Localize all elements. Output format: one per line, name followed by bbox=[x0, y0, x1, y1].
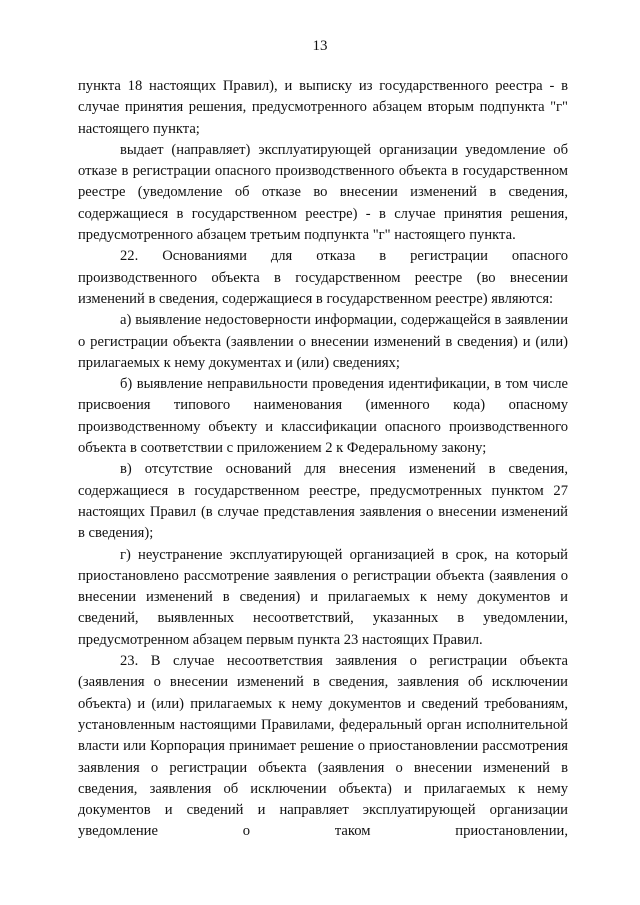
paragraph-item-22v: в) отсутствие оснований для внесения изменений в сведения, содержащиеся в государственном реестре, предусмотренных пунктом 27 настоящих Правил (в случае представления заявления о внесении изменений в сведения); bbox=[78, 461, 568, 542]
paragraph-refusal-notice: выдает (направляет) эксплуатирующей организации уведомление об отказе в регистрации опасного производственного объекта в государственном реестре (уведомление об отказе во внесении изменений в сведения, содержащиеся в государственном реестре) - в случае принятия решения, предусмотренного абзацем третьим подпункта "г" настоящего пункта. bbox=[78, 141, 568, 244]
document-body bbox=[78, 76, 568, 843]
paragraph-item-22b: б) выявление неправильности проведения идентификации, в том числе присвоения типового наименования (именного кода) опасному производственному объекту и классификации опасного производственного объекта в соответствии с приложением 2 к Федеральному закону; bbox=[78, 376, 568, 457]
paragraph-item-22: 22. Основаниями для отказа в регистрации опасного производственного объекта в государственном реестре (во внесении изменений в сведения, содержащиеся в государственном реестре) являются: bbox=[78, 248, 568, 307]
paragraph-item-22g: г) неустранение эксплуатирующей организацией в срок, на который приостановлено рассмотрение заявления о регистрации объекта (заявления о внесении изменений в сведения) и прилагаемых к нему документов и сведений, выявленных несоответствий, указанных в уведомлении, предусмотренном абзацем первым пункта 23 настоящих Правил. bbox=[78, 546, 568, 648]
page-number: 13 bbox=[312, 38, 328, 54]
paragraph-item-22a: а) выявление недостоверности информации, содержащейся в заявлении о регистрации объекта (заявлении о внесении изменений в сведения) и (или) прилагаемых к нему документах и (или) сведениях; bbox=[78, 312, 568, 371]
paragraph-continuation: пункта 18 настоящих Правил), и выписку из государственного реестра - в случае принятия решения, предусмотренного абзацем вторым подпункта "г" настоящего пункта; bbox=[78, 78, 568, 137]
paragraph-item-23: 23. В случае несоответствия заявления о регистрации объекта (заявления о внесении изменений в сведения, заявления об исключении объекта) и (или) прилагаемых к нему документов и сведений требованиям, установленным настоящими Правилами, федеральный орган исполнительной власти или Корпорация принимает решение о приостановлении рассмотрения заявления о регистрации объекта (заявления о внесении изменений в сведения, заявления об исключении объекта) и прилагаемых к нему документов и сведений и направляет эксплуатирующей организации уведомление о таком приостановлении, bbox=[78, 653, 568, 840]
